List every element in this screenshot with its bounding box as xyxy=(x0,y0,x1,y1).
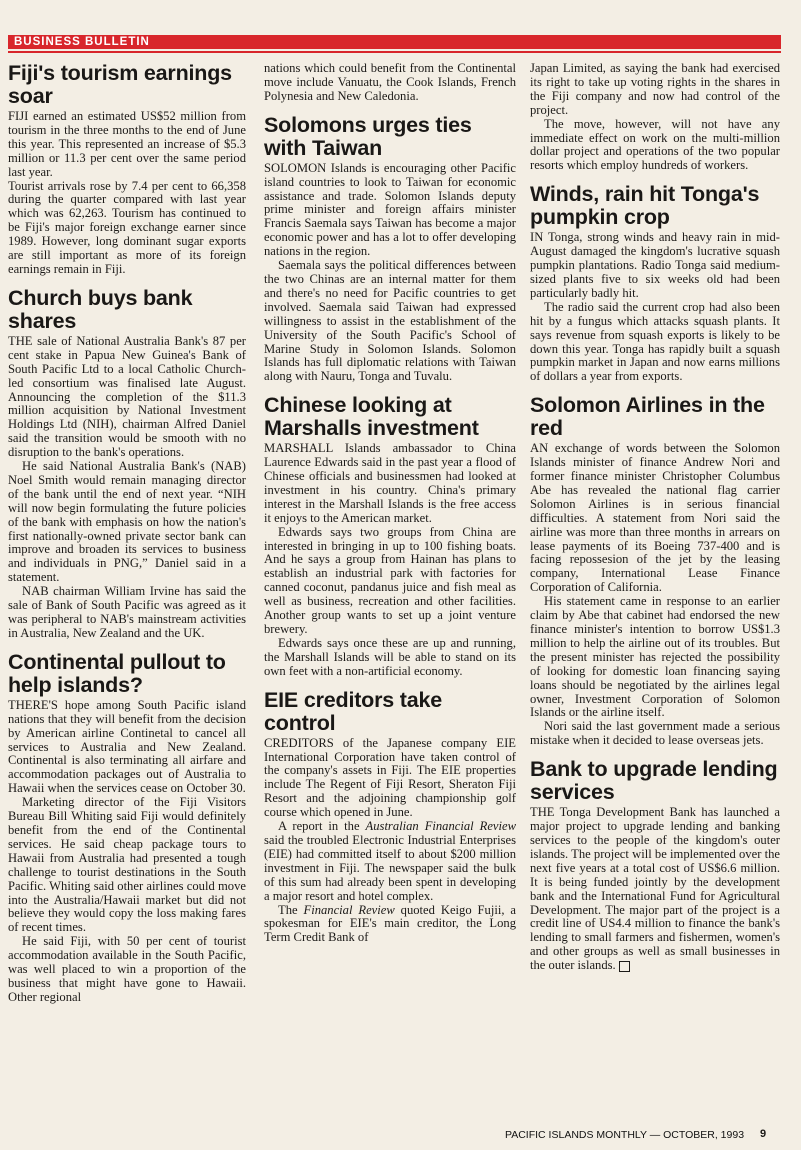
story-tonga-pumpkin xyxy=(530,183,780,384)
text: The xyxy=(278,902,304,917)
paragraph xyxy=(264,820,516,903)
paragraph xyxy=(264,904,516,946)
text: A report in the xyxy=(278,819,366,834)
text: said the troubled Electronic Industrial Enterprises (EIE) had committed itself to about $200 million investment in Fiji. The newspaper said the bulk of this sum had already been spent in developing a major resort and hotel complex. xyxy=(264,832,516,903)
story-fiji-tourism xyxy=(8,62,246,277)
publication-name: Australian Financial Review xyxy=(365,819,516,834)
paragraph: THERE'S hope among South Pacific island nations that they will benefit from the decision by American airline Continetal to cancel all services to Australia and New Zealand. Continental is also terminating all airfare and accommodation packages out of Australia to Hawaii when the services cease on October 30. xyxy=(8,697,246,796)
column-1 xyxy=(8,62,246,1015)
paragraph: THE sale of National Australia Bank's 87 per cent stake in Papua New Guinea's Bank of South Pacific Ltd to a local Catholic Church-led consortium was finalised late August. Announcing the completion of the $11.3 million acquisition by National Investment Holdings Ltd (NIH), chairman Alfred Daniel said the transition would be smooth with no disruption to the bank's operations. xyxy=(8,333,246,460)
column-2 xyxy=(264,62,516,955)
headline: Church buys bank shares xyxy=(8,285,193,333)
story-tonga-bank xyxy=(530,758,780,973)
paragraph: IN Tonga, strong winds and heavy rain in mid-August damaged the kingdom's lucrative squash pumpkin plantations. Radio Tonga said medium-sized plants five to six weeks old had been particularly badly hit. xyxy=(530,230,780,300)
headline: Winds, rain hit Tonga's pumpkin crop xyxy=(530,182,760,230)
story-eie xyxy=(264,689,516,946)
text: THE Tonga Development Bank has launched a major project to upgrade lending and banking services to the people of the kingdom's outer islands. The project will be implemented over the next five years at a total cost of US$6.6 million. It is being funded jointly by the development bank and the International Fund for Agricultural Development. The major part of the project is a credit line of US4.4 million to finance the bank's lending to small farmers and fishermen, women's and other groups as well as small businesses in the outer islands. xyxy=(530,805,780,973)
story-continental xyxy=(8,651,246,1005)
headline: Bank to upgrade lending services xyxy=(530,757,778,805)
paragraph: He said Fiji, with 50 per cent of tourist accommodation available in the South Pacific, was well placed to win a proportion of the business that might have gone to Hawaii. Other regional xyxy=(8,934,246,1004)
paragraph xyxy=(530,806,780,973)
paragraph: nations which could benefit from the Continental move include Vanuatu, the Cook Islands, French Polynesia and New Caledonia. xyxy=(264,61,516,103)
paragraph: He said National Australia Bank's (NAB) Noel Smith would remain managing director of the bank until the end of next year. “NIH will now begin formulating the future policies of the bank with emphasis on how the nation's first nationally-owned private sector bank can improve and broaden its services to business and individuals in PNG,” Daniel said in a statement. xyxy=(8,459,246,585)
paragraph: Edwards says two groups from China are interested in bringing in up to 100 fishing boats. And he says a group from Hainan has plans to establish an industrial park with factories for canned coconut, pandanus juice and fish meal as well as business, recreation and other facilities. Another group wants to set up a joint venture brewery. xyxy=(264,524,516,636)
story-solomon-airlines xyxy=(530,394,780,748)
paragraph: Saemala says the political differences between the two Chinas are an internal matter for them and there's no need for Pacific countries to get involved. Saemala said Taiwan had expressed willingness to assist in the establishment of the University of the South Pacific's School of Marine Study in Solomon Islands. Solomon Islands has full diplomatic relations with Taiwan along with Nauru, Tonga and Tuvalu. xyxy=(264,258,516,384)
headline: Solomons urges ties with Taiwan xyxy=(264,112,472,160)
story-continental-cont xyxy=(264,62,516,104)
paragraph: Edwards says once these are up and running, the Marshall Islands will be able to stand on its own feet with a non-artificial economy. xyxy=(264,635,516,678)
paragraph: The radio said the current crop had also been hit by a fungus which attacks squash plants. It says revenue from squash exports is likely to be down this year. Tonga has rapidly built a squash pumpkin market in Japan and now earns millions of dollars a year from exports. xyxy=(530,299,780,384)
footer-publication: PACIFIC ISLANDS MONTHLY — OCTOBER, 1993 xyxy=(505,1129,745,1141)
paragraph: SOLOMON Islands is encouraging other Pacific island countries to look to Taiwan for economic assistance and trade. Solomon Islands deputy prime minister and foreign affairs minister Francis Saemala says Taiwan has become a major economic power and has a lot to offer developing nations in the region. xyxy=(264,160,516,259)
page-number: 9 xyxy=(760,1128,767,1140)
column-3 xyxy=(530,62,780,983)
paragraph: Nori said the last government made a serious mistake when it decided to lease overseas jets. xyxy=(530,719,780,748)
headline: EIE creditors take control xyxy=(264,687,443,735)
headline: Solomon Airlines in the red xyxy=(530,393,765,441)
paragraph: FIJI earned an estimated US$52 million from tourism in the three months to the end of June this year. This represented an increase of $5.3 million or 11.3 per cent over the same period last year. xyxy=(8,109,246,179)
section-banner xyxy=(8,35,781,49)
paragraph: Tourist arrivals rose by 7.4 per cent to 66,358 during the quarter compared with last year which was 62,263. Tourism has continued to be Fiji's major foreign exchange earner since 1989. However, long dominant sugar exports are still important as more of its foreign earnings remain in Fiji. xyxy=(8,178,246,276)
story-eie-cont xyxy=(530,62,780,173)
paragraph: Marketing director of the Fiji Visitors Bureau Bill Whiting said Fiji would definitely benefit from the end of the Continental services. He said cheap package tours to Hawaii from Australia had presented a tough challenge to tourist destinations in the South Pacific. Whiting said other airlines could move into the Australia/Hawaii market but did not believe they would copy the loss making fares of recent times. xyxy=(8,795,246,935)
paragraph: AN exchange of words between the Solomon Islands minister of finance Andrew Nori and former finance minister Christopher Columbus Abe has revealed the national flag carrier Solomon Airlines is in serious financial difficulties. A statement from Nori said the airline was more than three months in arrears on lease payments of its Boeing 737-400 and is facing repossesion of the jet by the leasing company, International Lease Finance Corporation of California. xyxy=(530,441,780,595)
end-mark-icon xyxy=(619,961,630,972)
paragraph: His statement came in response to an earlier claim by Abe that cabinet had endorsed the new finance minister's intention to borrow US$1.3 million to help the airline out of its troubles. But the present minister has rejected the possibility of looking for domestic loan financing saying loans should be negotiated by the airlines legal owner, Investment Corporation of Solomon Islands or the airline itself. xyxy=(530,594,780,720)
headline: Continental pullout to help islands? xyxy=(8,649,226,697)
paragraph: Japan Limited, as saying the bank had exercised its right to take up voting rights in the shares in the Fiji company and now had control of the project. xyxy=(530,61,780,117)
paragraph: MARSHALL Islands ambassador to China Laurence Edwards said in the past year a flood of Chinese officials and businessmen had looked at investment in his country. China's primary interest in the Marshall Islands is the free access it enjoys to the American market. xyxy=(264,441,516,525)
story-church-bank xyxy=(8,287,246,641)
paragraph: The move, however, will not have any immediate effect on work on the multi-million dollar project and operations of the two popular resorts which employ hundreds of workers. xyxy=(530,116,780,173)
headline: Fiji's tourism earnings soar xyxy=(8,61,232,108)
text: quoted Keigo Fujii, a spokesman for EIE's main creditor, the Long Term Credit Bank of xyxy=(264,902,516,945)
banner-rule xyxy=(8,51,781,53)
paragraph: NAB chairman William Irvine has said the sale of Bank of South Pacific was agreed as it was peripheral to NAB's mainstream activities in Australia, New Zealand and the UK. xyxy=(8,584,246,640)
publication-name: Financial Review xyxy=(303,902,395,917)
story-marshalls xyxy=(264,394,516,678)
story-solomons-taiwan xyxy=(264,114,516,385)
headline: Chinese looking at Marshalls investment xyxy=(264,393,479,441)
paragraph: CREDITORS of the Japanese company EIE International Corporation have taken control of the company's assets in Fiji. The EIE properties include The Regent of Fiji Resort, Sheraton Fiji Resort and the adjoining championship golf course which opened in June. xyxy=(264,735,516,820)
section-label: BUSINESS BULLETIN xyxy=(14,36,150,48)
